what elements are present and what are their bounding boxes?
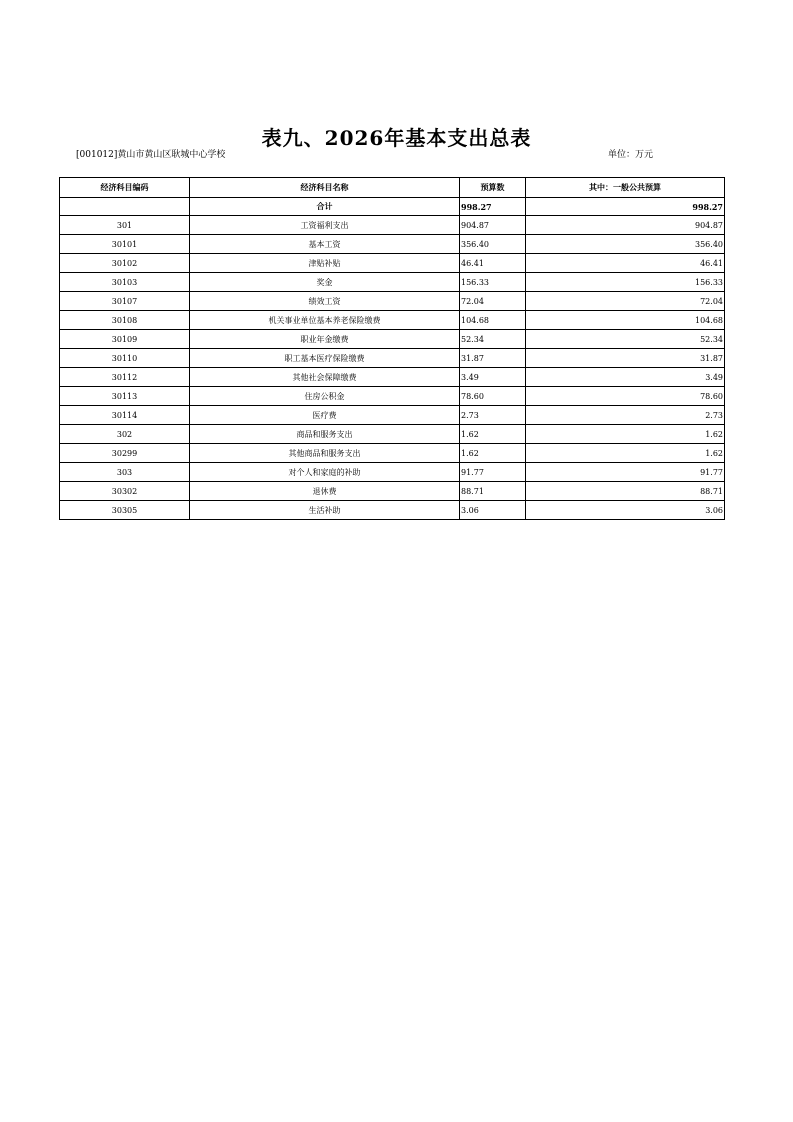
- row-general: 78.60: [526, 387, 725, 406]
- row-amount: 52.34: [460, 330, 526, 349]
- row-code: 302: [60, 425, 190, 444]
- row-amount: 46.41: [460, 254, 526, 273]
- row-general: 1.62: [526, 444, 725, 463]
- page-title: 表九、2026年基本支出总表: [261, 126, 532, 150]
- row-general: 72.04: [526, 292, 725, 311]
- row-name: 奖金: [190, 273, 460, 292]
- row-name: 住房公积金: [190, 387, 460, 406]
- row-general: 2.73: [526, 406, 725, 425]
- row-name: 医疗费: [190, 406, 460, 425]
- row-name: 商品和服务支出: [190, 425, 460, 444]
- row-name: 津贴补贴: [190, 254, 460, 273]
- table-row: [60, 216, 725, 235]
- row-name: 生活补助: [190, 501, 460, 520]
- row-general: 3.49: [526, 368, 725, 387]
- row-code: 30302: [60, 482, 190, 501]
- row-general: 104.68: [526, 311, 725, 330]
- row-code: 30108: [60, 311, 190, 330]
- table-row: [60, 235, 725, 254]
- table-header-row: [60, 178, 725, 198]
- header-general-budget: 其中：一般公共预算: [526, 178, 725, 198]
- table-row: [60, 444, 725, 463]
- table-row: [60, 330, 725, 349]
- row-general: 46.41: [526, 254, 725, 273]
- row-code: 30110: [60, 349, 190, 368]
- row-code: 30113: [60, 387, 190, 406]
- table-row: [60, 311, 725, 330]
- organization-label: [001012]黄山市黄山区耿城中心学校: [76, 150, 226, 160]
- row-amount: 3.06: [460, 501, 526, 520]
- row-code: 30102: [60, 254, 190, 273]
- table-row: [60, 501, 725, 520]
- row-general: 1.62: [526, 425, 725, 444]
- row-amount: 78.60: [460, 387, 526, 406]
- row-name: 退休费: [190, 482, 460, 501]
- row-amount: 356.40: [460, 235, 526, 254]
- row-amount: 1.62: [460, 444, 526, 463]
- table-row: [60, 482, 725, 501]
- row-code: 303: [60, 463, 190, 482]
- total-row: [60, 198, 725, 216]
- row-name: 工资福利支出: [190, 216, 460, 235]
- table-row: [60, 292, 725, 311]
- table-row: [60, 387, 725, 406]
- row-general: 52.34: [526, 330, 725, 349]
- row-name: 其他商品和服务支出: [190, 444, 460, 463]
- header-name: 经济科目名称: [190, 178, 460, 198]
- row-amount: 31.87: [460, 349, 526, 368]
- table-row: [60, 349, 725, 368]
- row-general: 88.71: [526, 482, 725, 501]
- row-code: 30103: [60, 273, 190, 292]
- table-row: [60, 406, 725, 425]
- row-amount: 88.71: [460, 482, 526, 501]
- row-amount: 104.68: [460, 311, 526, 330]
- table-row: [60, 463, 725, 482]
- header-amount: 预算数: [460, 178, 526, 198]
- row-amount: 156.33: [460, 273, 526, 292]
- row-amount: 904.87: [460, 216, 526, 235]
- row-code: 30109: [60, 330, 190, 349]
- basic-expenditure-table: [59, 177, 725, 520]
- row-general: 356.40: [526, 235, 725, 254]
- row-name: 其他社会保障缴费: [190, 368, 460, 387]
- table-row: [60, 254, 725, 273]
- row-name: 机关事业单位基本养老保险缴费: [190, 311, 460, 330]
- row-name: 基本工资: [190, 235, 460, 254]
- row-amount: 2.73: [460, 406, 526, 425]
- row-general: 156.33: [526, 273, 725, 292]
- row-code: 30305: [60, 501, 190, 520]
- table-row: [60, 368, 725, 387]
- row-code: 301: [60, 216, 190, 235]
- total-amount: 998.27: [460, 198, 526, 216]
- table-row: [60, 273, 725, 292]
- total-code: [60, 198, 190, 216]
- row-general: 31.87: [526, 349, 725, 368]
- total-general: 998.27: [526, 198, 725, 216]
- row-code: 30114: [60, 406, 190, 425]
- table-row: [60, 425, 725, 444]
- total-name: 合计: [190, 198, 460, 216]
- row-amount: 91.77: [460, 463, 526, 482]
- row-name: 职业年金缴费: [190, 330, 460, 349]
- row-general: 91.77: [526, 463, 725, 482]
- row-amount: 3.49: [460, 368, 526, 387]
- row-general: 3.06: [526, 501, 725, 520]
- row-code: 30107: [60, 292, 190, 311]
- row-name: 对个人和家庭的补助: [190, 463, 460, 482]
- row-name: 职工基本医疗保险缴费: [190, 349, 460, 368]
- row-general: 904.87: [526, 216, 725, 235]
- unit-label: 单位：万元: [608, 150, 654, 160]
- row-amount: 72.04: [460, 292, 526, 311]
- row-amount: 1.62: [460, 425, 526, 444]
- row-code: 30101: [60, 235, 190, 254]
- row-code: 30299: [60, 444, 190, 463]
- row-code: 30112: [60, 368, 190, 387]
- row-name: 绩效工资: [190, 292, 460, 311]
- header-code: 经济科目编码: [60, 178, 190, 198]
